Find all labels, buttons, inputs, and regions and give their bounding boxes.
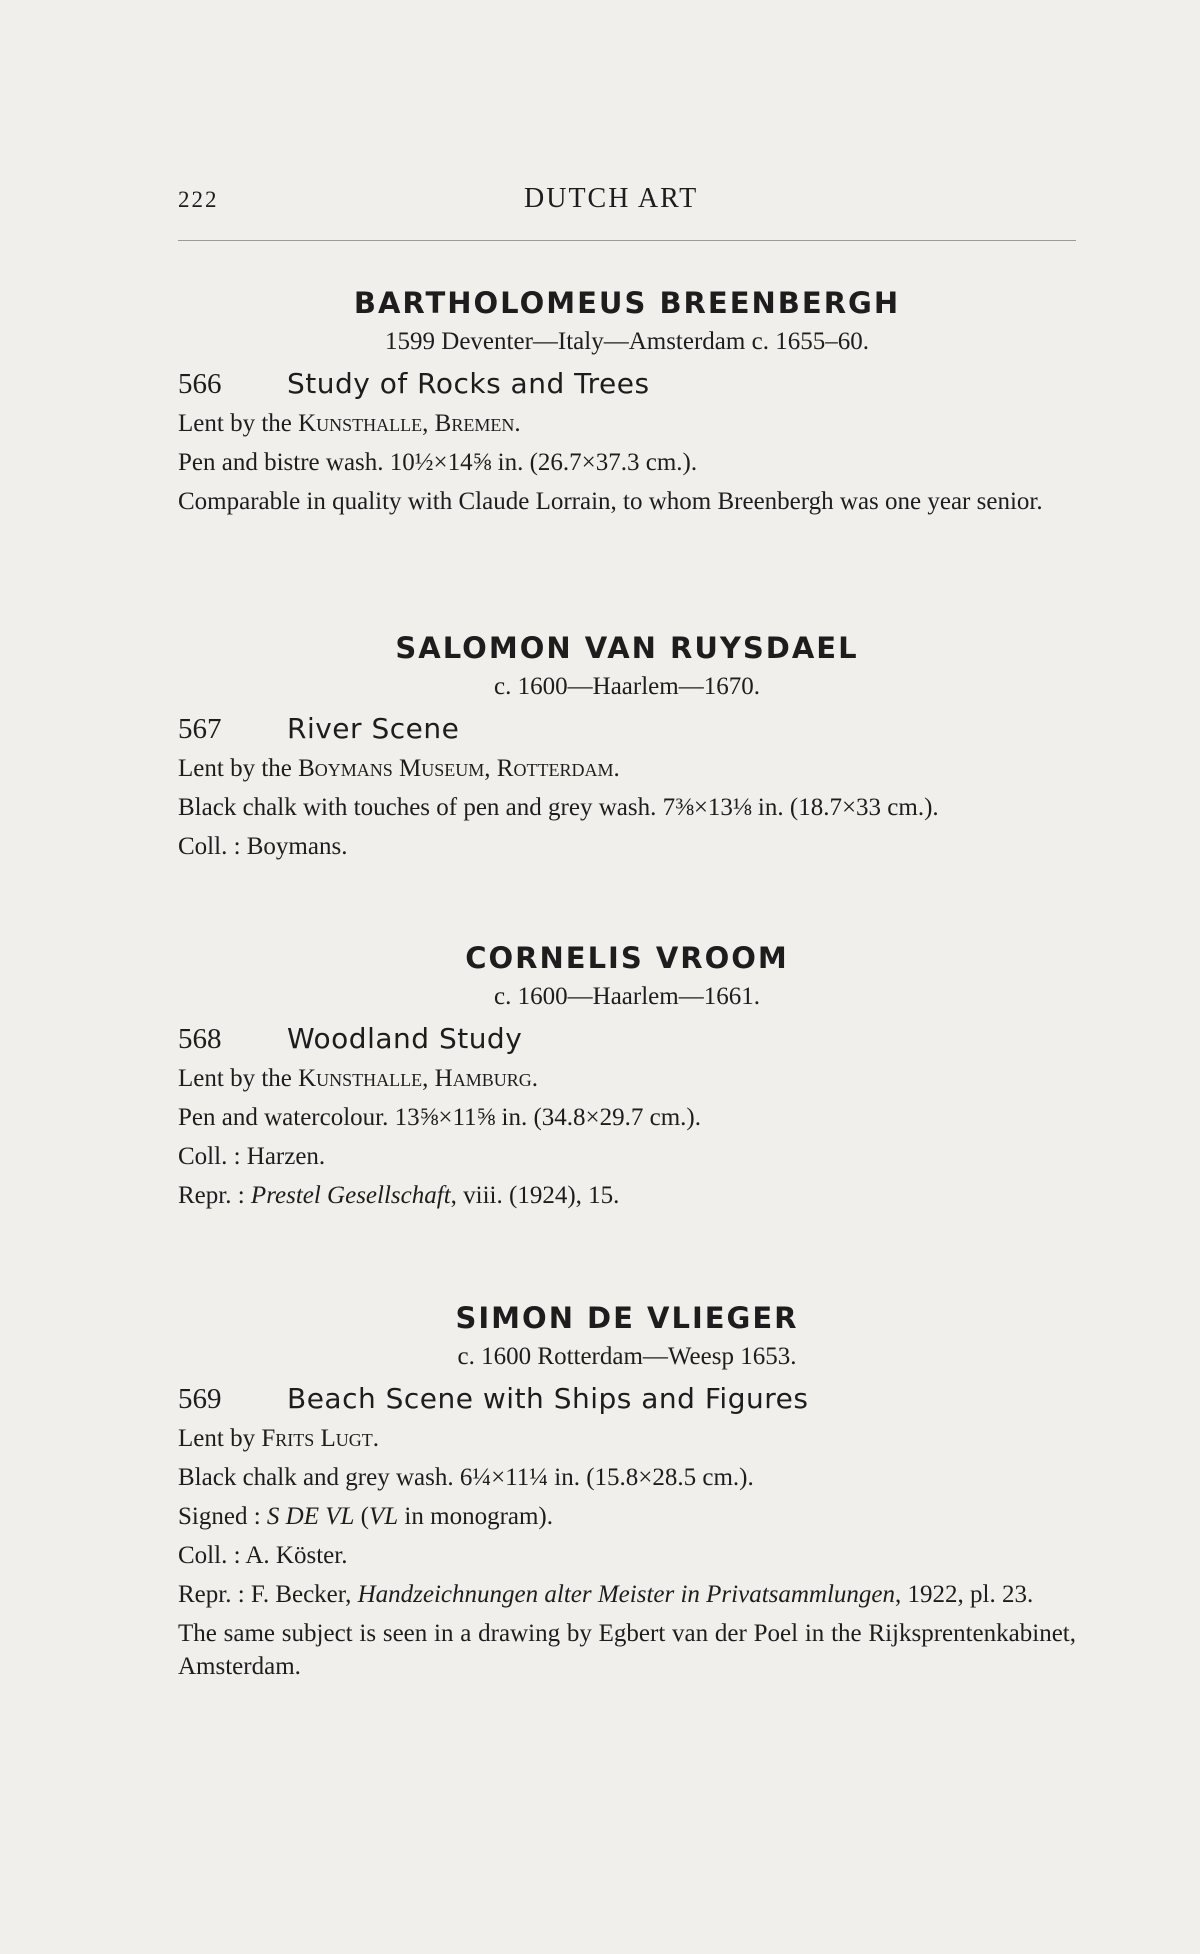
medium-line: Black chalk with touches of pen and grey wash. 7⅜×13⅛ in. (18.7×33 cm.).: [178, 794, 939, 821]
collection-line: Coll. : A. Köster.: [178, 1542, 348, 1569]
medium-line: Pen and bistre wash. 10½×14⅝ in. (26.7×37.3 cm.).: [178, 449, 698, 476]
lender-line: Lent by the Boymans Museum, Rotterdam.: [178, 755, 620, 782]
reproduction-title: Handzeichnungen alter Meister in Privatsammlungen: [357, 1581, 896, 1608]
entry-heading: [178, 712, 1076, 746]
artist-dates: c. 1600—Haarlem—1670.: [494, 673, 760, 700]
monogram: VL: [368, 1503, 399, 1530]
signature-mark: S DE VL: [266, 1503, 355, 1530]
artist-name: CORNELIS VROOM: [465, 941, 789, 975]
catalogue-section-567: [178, 630, 1076, 863]
note-text: The same subject is seen in a drawing by Egbert van der Poel in the Rijksprentenkabinet, Amsterdam.: [178, 1620, 1076, 1680]
artist-dates: c. 1600—Haarlem—1661.: [494, 983, 760, 1010]
medium-line: Pen and watercolour. 13⅝×11⅝ in. (34.8×29.7 cm.).: [178, 1104, 702, 1131]
medium-line: Black chalk and grey wash. 6¼×11¼ in. (15.8×28.5 cm.).: [178, 1464, 754, 1491]
signature-line: Signed : S DE VL (VL in monogram).: [178, 1503, 554, 1530]
catalogue-section-566: [178, 285, 1076, 518]
reproduction-line: Repr. : Prestel Gesellschaft, viii. (1924), 15.: [178, 1182, 620, 1209]
lender-name: Frits Lugt.: [261, 1425, 380, 1452]
collection-line: Coll. : Boymans.: [178, 833, 348, 860]
artist-dates: c. 1600 Rotterdam—Weesp 1653.: [457, 1343, 797, 1370]
entry-number: 567: [178, 713, 222, 745]
reproduction-title: Prestel Gesellschaft: [250, 1182, 451, 1209]
entry-title: Beach Scene with Ships and Figures: [287, 1382, 809, 1415]
lender-name: Kunsthalle, Hamburg.: [298, 1065, 538, 1092]
entry-title: River Scene: [287, 712, 460, 745]
artist-dates: 1599 Deventer—Italy—Amsterdam c. 1655–60.: [385, 328, 869, 355]
artist-name: BARTHOLOMEUS BREENBERGH: [353, 286, 901, 320]
artist-name: SALOMON VAN RUYSDAEL: [395, 631, 859, 665]
catalogue-section-569: [178, 1300, 1076, 1683]
entry-number: 568: [178, 1023, 222, 1055]
note-text: Comparable in quality with Claude Lorrain, to whom Breenbergh was one year senior.: [178, 488, 1043, 515]
entry-heading: [178, 1022, 1076, 1056]
lender-line: Lent by Frits Lugt.: [178, 1425, 380, 1452]
catalogue-section-568: [178, 940, 1076, 1212]
lender-name: Boymans Museum, Rotterdam.: [298, 755, 620, 782]
collection-line: Coll. : Harzen.: [178, 1143, 326, 1170]
lender-line: Lent by the Kunsthalle, Hamburg.: [178, 1065, 538, 1092]
entry-title: Study of Rocks and Trees: [287, 367, 650, 400]
entry-number: 569: [178, 1383, 222, 1415]
entry-title: Woodland Study: [287, 1022, 523, 1055]
entry-heading: [178, 1382, 1076, 1416]
header-rule: [178, 240, 1076, 241]
page-number: 222: [178, 187, 219, 212]
lender-line: Lent by the Kunsthalle, Bremen.: [178, 410, 521, 437]
entry-number: 566: [178, 368, 222, 400]
entry-heading: [178, 367, 1076, 401]
reproduction-line: Repr. : F. Becker, Handzeichnungen alter Meister in Privatsammlungen, 1922, pl. 23.: [178, 1581, 1034, 1608]
lender-name: Kunsthalle, Bremen.: [298, 410, 521, 437]
artist-name: SIMON DE VLIEGER: [455, 1301, 799, 1335]
running-title: DUTCH ART: [524, 183, 699, 214]
